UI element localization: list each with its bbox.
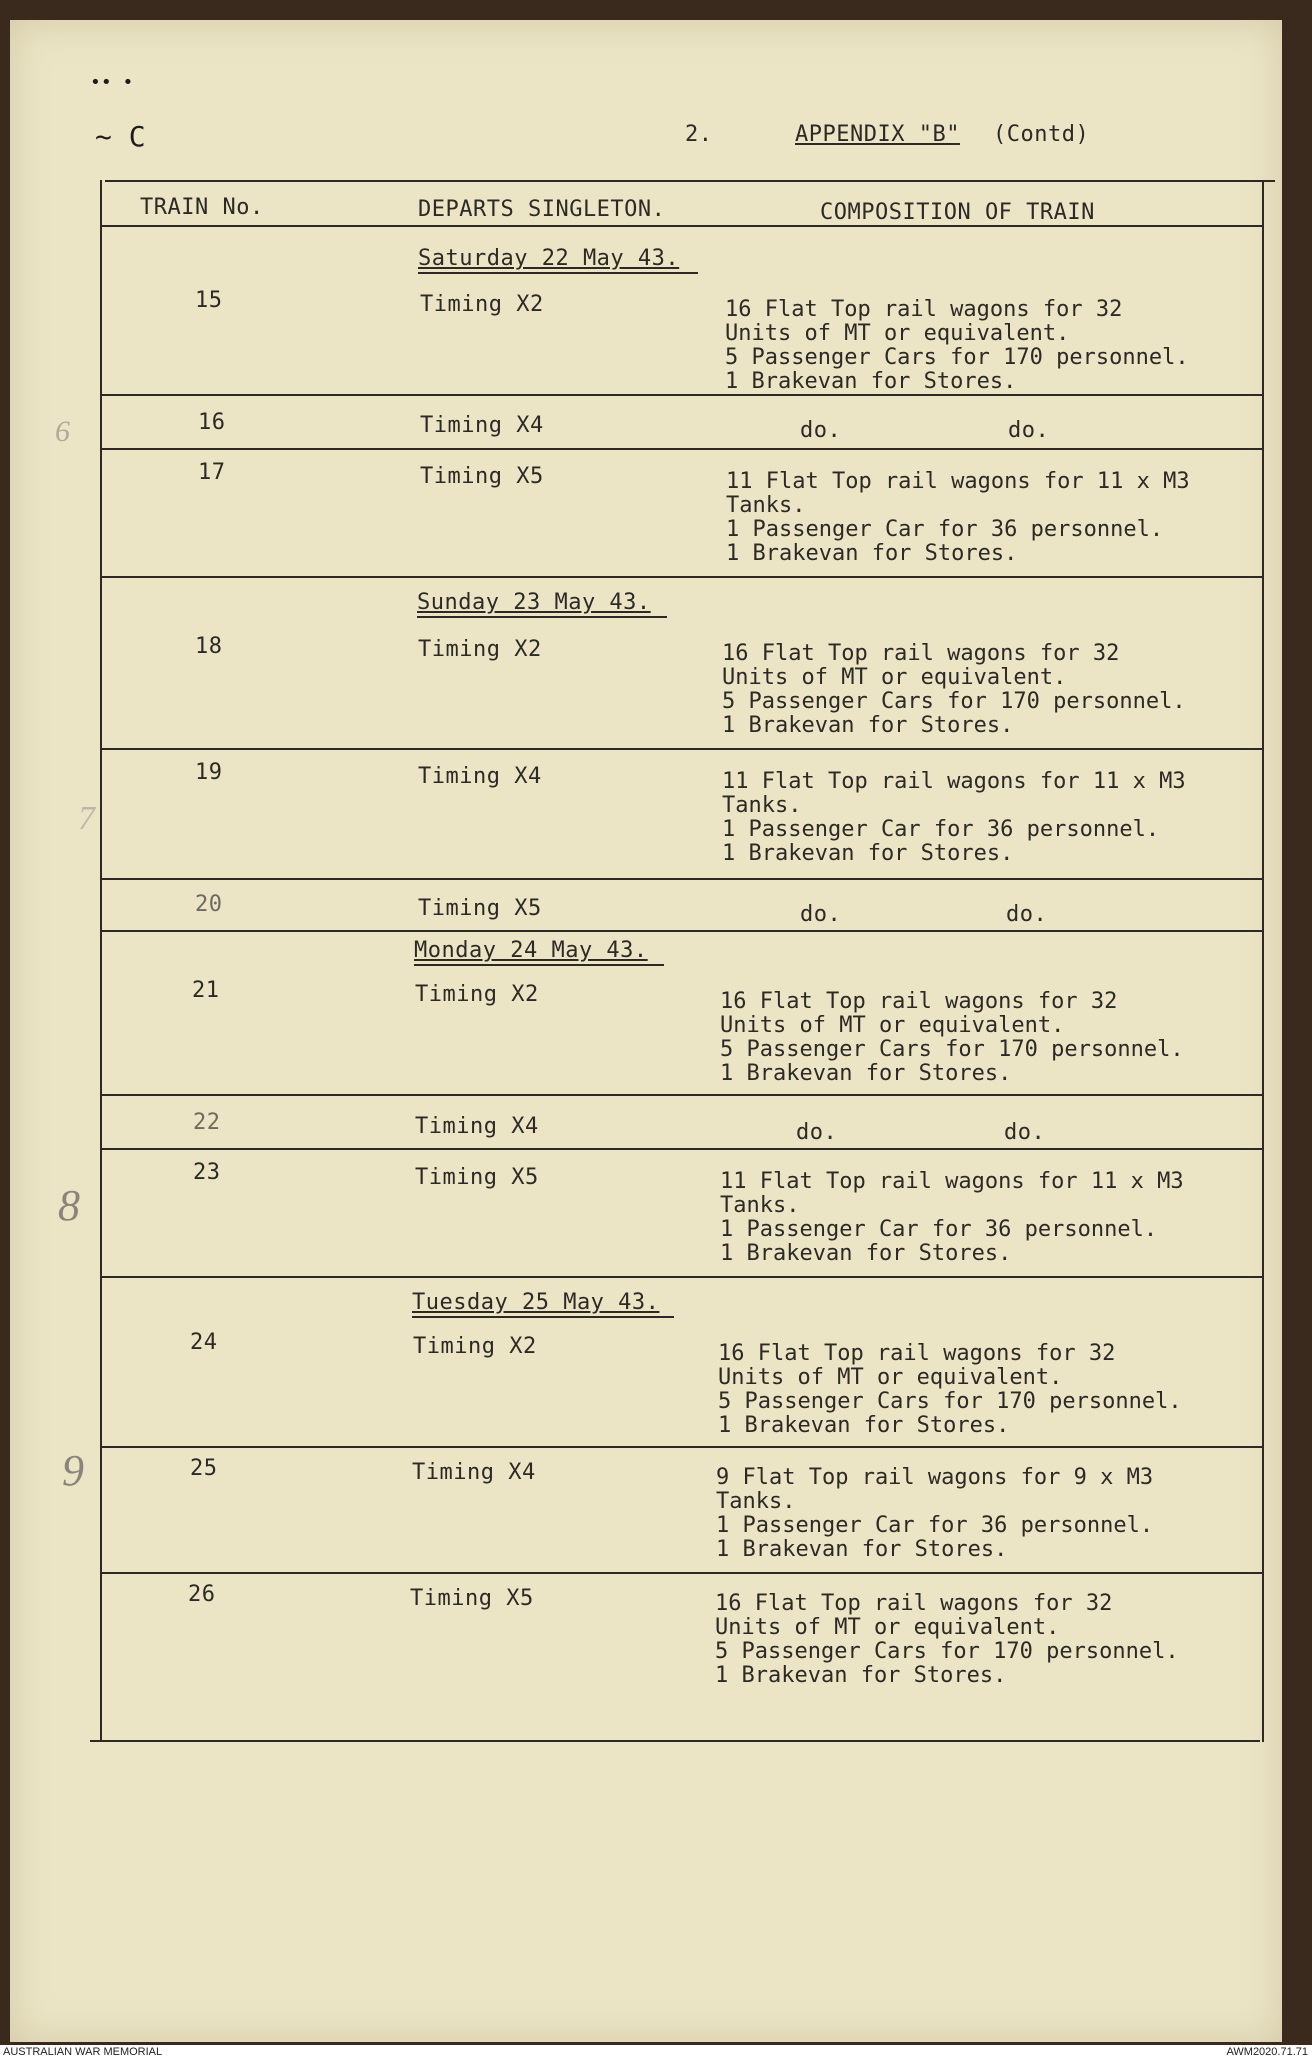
train-timing: Timing X5 xyxy=(420,464,544,489)
footer-institution: AUSTRALIAN WAR MEMORIAL xyxy=(3,2046,163,2058)
train-number: 19 xyxy=(195,760,223,785)
document-page xyxy=(10,20,1282,2042)
ditto-mark: do. xyxy=(1004,1120,1046,1145)
train-number: 21 xyxy=(192,978,220,1003)
composition-line: 11 Flat Top rail wagons for 11 x M3 xyxy=(720,1169,1184,1194)
composition-line: 1 Brakevan for Stores. xyxy=(720,1061,1012,1086)
day-heading: Monday 24 May 43. xyxy=(414,938,648,963)
day-heading-underline xyxy=(412,1316,674,1318)
composition-line: 1 Brakevan for Stores. xyxy=(718,1413,1010,1438)
composition-line: 11 Flat Top rail wagons for 11 x M3 xyxy=(722,769,1186,794)
composition-line: 16 Flat Top rail wagons for 32 xyxy=(715,1591,1113,1616)
column-header-departs: DEPARTS SINGLETON. xyxy=(418,197,666,222)
composition-line: 1 Brakevan for Stores. xyxy=(725,369,1017,394)
header-divider xyxy=(102,225,1262,227)
day-heading: Sunday 23 May 43. xyxy=(417,590,651,615)
train-number: 18 xyxy=(195,634,223,659)
day-heading: Tuesday 25 May 43. xyxy=(412,1290,660,1315)
composition-line: 5 Passenger Cars for 170 personnel. xyxy=(720,1037,1184,1062)
train-composition xyxy=(720,1170,1184,1266)
composition-line: 16 Flat Top rail wagons for 32 xyxy=(722,641,1120,666)
row-divider xyxy=(102,930,1262,932)
appendix-contd: (Contd) xyxy=(993,122,1090,147)
train-timing: Timing X2 xyxy=(418,637,542,662)
composition-line: 1 Brakevan for Stores. xyxy=(716,1537,1008,1562)
composition-line: 1 Passenger Car for 36 personnel. xyxy=(722,817,1160,842)
composition-line: 1 Passenger Car for 36 personnel. xyxy=(716,1513,1154,1538)
composition-line: 1 Brakevan for Stores. xyxy=(722,841,1014,866)
train-composition xyxy=(726,470,1190,566)
row-divider xyxy=(102,1276,1262,1278)
table-left-border xyxy=(100,180,102,1742)
composition-line: Units of MT or equivalent. xyxy=(718,1365,1063,1390)
composition-line: 16 Flat Top rail wagons for 32 xyxy=(725,297,1123,322)
train-timing: Timing X2 xyxy=(415,982,539,1007)
train-number: 25 xyxy=(190,1456,218,1481)
composition-line: Units of MT or equivalent. xyxy=(715,1615,1060,1640)
ditto-mark: do. xyxy=(1008,418,1050,443)
composition-line: 5 Passenger Cars for 170 personnel. xyxy=(725,345,1189,370)
composition-line: Tanks. xyxy=(722,793,802,818)
composition-line: 1 Passenger Car for 36 personnel. xyxy=(720,1217,1158,1242)
ditto-mark: do. xyxy=(800,902,842,927)
train-composition xyxy=(725,298,1189,394)
train-number: 26 xyxy=(188,1582,216,1607)
row-divider xyxy=(102,1094,1262,1096)
train-composition xyxy=(720,990,1184,1086)
row-divider xyxy=(102,1446,1262,1448)
train-timing: Timing X4 xyxy=(420,413,544,438)
day-heading-underline xyxy=(417,616,667,618)
page-number: 2. xyxy=(685,122,713,147)
train-composition xyxy=(718,1342,1182,1438)
column-header-composition: COMPOSITION OF TRAIN xyxy=(820,200,1095,225)
train-timing: Timing X4 xyxy=(418,764,542,789)
train-composition xyxy=(722,642,1186,738)
composition-line: Tanks. xyxy=(726,493,806,518)
appendix-title: APPENDIX "B" xyxy=(795,122,960,147)
train-number: 15 xyxy=(195,288,223,313)
train-number: 22 xyxy=(193,1110,221,1135)
ink-specks: ~ C xyxy=(95,120,146,153)
composition-line: 5 Passenger Cars for 170 personnel. xyxy=(718,1389,1182,1414)
train-composition xyxy=(716,1466,1153,1562)
row-divider xyxy=(102,1572,1262,1574)
train-number: 23 xyxy=(193,1160,221,1185)
train-timing: Timing X2 xyxy=(413,1334,537,1359)
row-divider xyxy=(102,748,1262,750)
train-timing: Timing X2 xyxy=(420,292,544,317)
composition-line: 5 Passenger Cars for 170 personnel. xyxy=(722,689,1186,714)
composition-line: 16 Flat Top rail wagons for 32 xyxy=(720,989,1118,1014)
row-divider xyxy=(102,576,1262,578)
composition-line: 1 Brakevan for Stores. xyxy=(715,1663,1007,1688)
train-composition xyxy=(715,1592,1179,1688)
table-right-border xyxy=(1262,180,1264,1742)
day-heading-underline xyxy=(414,964,664,966)
ditto-mark: do. xyxy=(1006,902,1048,927)
composition-line: 11 Flat Top rail wagons for 11 x M3 xyxy=(726,469,1190,494)
train-composition xyxy=(722,770,1186,866)
composition-line: 1 Brakevan for Stores. xyxy=(720,1241,1012,1266)
train-timing: Timing X4 xyxy=(412,1460,536,1485)
table-top-border xyxy=(105,180,1275,182)
composition-line: 1 Brakevan for Stores. xyxy=(726,541,1018,566)
row-divider xyxy=(102,394,1262,396)
ditto-mark: do. xyxy=(800,418,842,443)
train-timing: Timing X5 xyxy=(418,896,542,921)
composition-line: 1 Passenger Car for 36 personnel. xyxy=(726,517,1164,542)
composition-line: Units of MT or equivalent. xyxy=(720,1013,1065,1038)
train-timing: Timing X4 xyxy=(415,1114,539,1139)
composition-line: 9 Flat Top rail wagons for 9 x M3 xyxy=(716,1465,1154,1490)
row-divider xyxy=(102,1148,1262,1150)
composition-line: Units of MT or equivalent. xyxy=(722,665,1067,690)
pencil-margin-mark: 6 xyxy=(55,415,70,448)
composition-line: 5 Passenger Cars for 170 personnel. xyxy=(715,1639,1179,1664)
pencil-margin-mark: 8 xyxy=(58,1181,80,1230)
composition-line: Tanks. xyxy=(716,1489,796,1514)
train-number: 16 xyxy=(198,410,226,435)
day-heading: Saturday 22 May 43. xyxy=(418,246,680,271)
ink-specks: •• • xyxy=(90,72,134,93)
train-timing: Timing X5 xyxy=(410,1586,534,1611)
footer-reference: AWM2020.71.71 xyxy=(1226,2046,1308,2058)
composition-line: Tanks. xyxy=(720,1193,800,1218)
ditto-mark: do. xyxy=(796,1120,838,1145)
pencil-margin-mark: 7 xyxy=(78,800,95,837)
column-header-train-no: TRAIN No. xyxy=(140,195,264,220)
row-divider xyxy=(102,878,1262,880)
train-number: 17 xyxy=(198,460,226,485)
day-heading-underline xyxy=(418,272,698,274)
composition-line: 16 Flat Top rail wagons for 32 xyxy=(718,1341,1116,1366)
pencil-margin-mark: 9 xyxy=(62,1446,84,1495)
train-timing: Timing X5 xyxy=(415,1165,539,1190)
composition-line: 1 Brakevan for Stores. xyxy=(722,713,1014,738)
composition-line: Units of MT or equivalent. xyxy=(725,321,1070,346)
train-number: 20 xyxy=(195,892,223,917)
archive-footer xyxy=(0,2045,1312,2061)
row-divider xyxy=(102,448,1262,450)
table-bottom-border xyxy=(90,1740,1260,1742)
train-number: 24 xyxy=(190,1330,218,1355)
